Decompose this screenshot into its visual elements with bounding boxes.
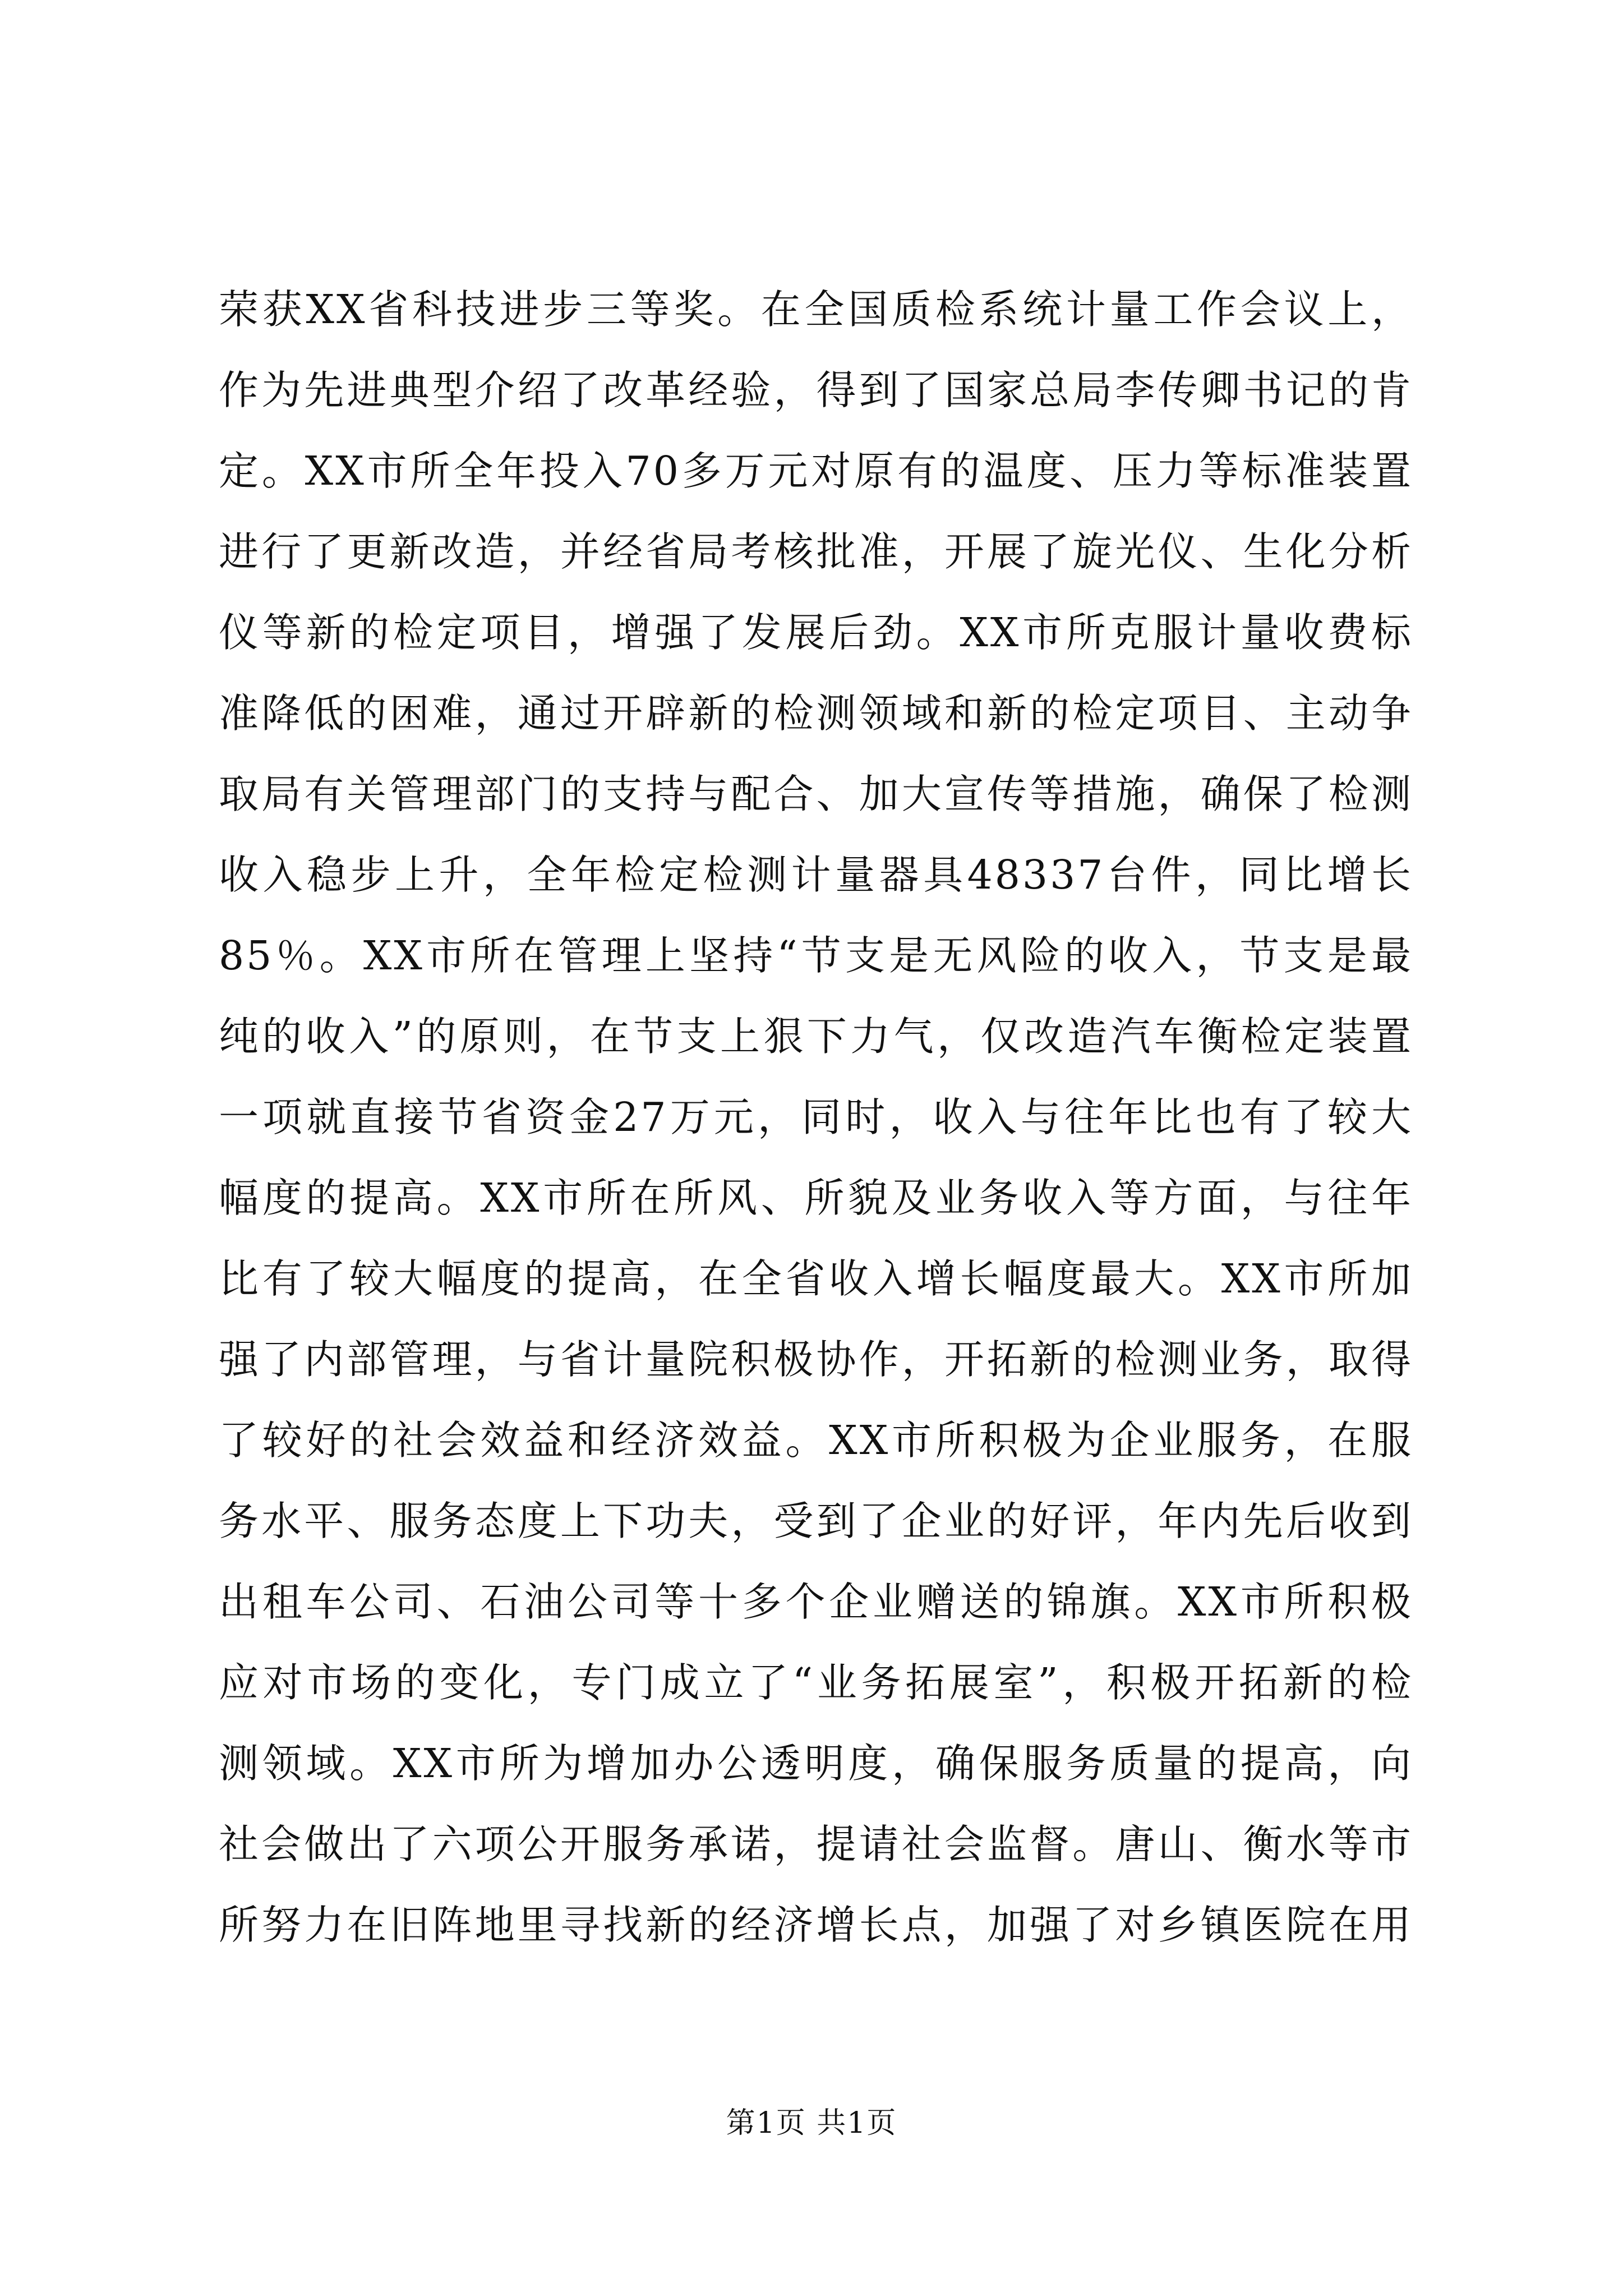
page-footer [0, 2104, 1623, 2143]
text-line: 了较好的社会效益和经济效益。XX市所积极为企业服务，在服 [219, 1417, 1413, 1464]
body-text [219, 269, 1413, 1966]
text-line: 进行了更新改造，并经省局考核批准，开展了旋光仪、生化分析 [219, 528, 1413, 575]
text-line: 所努力在旧阵地里寻找新的经济增长点，加强了对乡镇医院在用 [219, 1902, 1413, 1948]
text-line: 一项就直接节省资金27万元，同时，收入与往年比也有了较大 [219, 1094, 1413, 1140]
text-line: 社会做出了六项公开服务承诺，提请社会监督。唐山、衡水等市 [219, 1821, 1413, 1867]
text-line: 仪等新的检定项目，增强了发展后劲。XX市所克服计量收费标 [219, 609, 1413, 656]
text-line: 强了内部管理，与省计量院积极协作，开拓新的检测业务，取得 [219, 1336, 1413, 1383]
text-line: 作为先进典型介绍了改革经验，得到了国家总局李传卿书记的肯 [219, 367, 1413, 413]
text-line: 务水平、服务态度上下功夫，受到了企业的好评，年内先后收到 [219, 1498, 1413, 1544]
text-line: 测领域。XX市所为增加办公透明度，确保服务质量的提高，向 [219, 1740, 1413, 1787]
page-number: 第1页 共1页 [726, 2106, 897, 2140]
text-line: 取局有关管理部门的支持与配合、加大宣传等措施，确保了检测 [219, 771, 1413, 817]
text-line: 纯的收入”的原则，在节支上狠下力气，仅改造汽车衡检定装置 [219, 1013, 1413, 1060]
text-line: 85％。XX市所在管理上坚持“节支是无风险的收入，节支是最 [219, 932, 1413, 979]
text-line: 比有了较大幅度的提高，在全省收入增长幅度最大。XX市所加 [219, 1255, 1413, 1302]
text-line: 出租车公司、石油公司等十多个企业赠送的锦旗。XX市所积极 [219, 1579, 1413, 1625]
text-line: 应对市场的变化，专门成立了“业务拓展室”，积极开拓新的检 [219, 1659, 1413, 1706]
text-line: 收入稳步上升，全年检定检测计量器具48337台件，同比增长 [219, 852, 1413, 898]
text-line: 准降低的困难，通过开辟新的检测领域和新的检定项目、主动争 [219, 690, 1413, 737]
text-line: 荣获XX省科技进步三等奖。在全国质检系统计量工作会议上， [219, 286, 1413, 333]
text-line: 定。XX市所全年投入70多万元对原有的温度、压力等标准装置 [219, 448, 1413, 494]
text-line: 幅度的提高。XX市所在所风、所貌及业务收入等方面，与往年 [219, 1175, 1413, 1221]
